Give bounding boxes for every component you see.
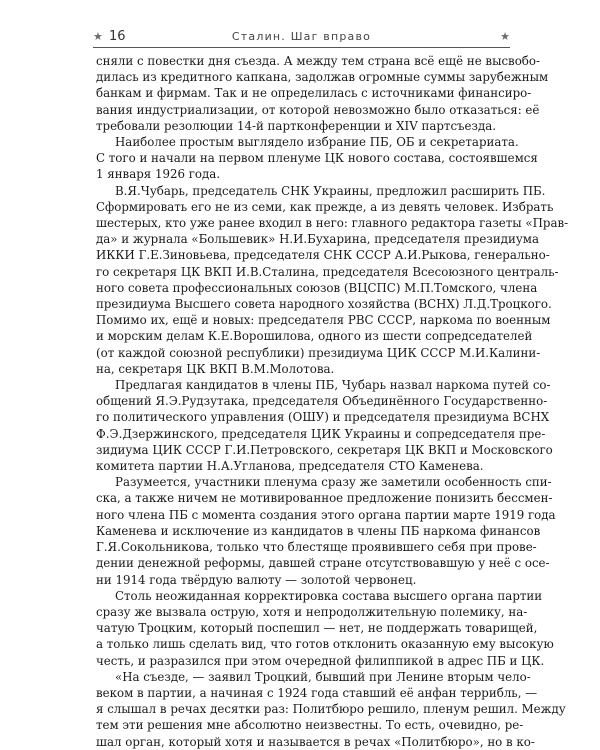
text-line: чатую Троцким, который поспешил — нет, не поддержать товарищей, bbox=[96, 621, 538, 636]
text-line: В.Я.Чубарь, председатель СНК Украины, предложил расширить ПБ. bbox=[115, 183, 546, 198]
text-line: дилась из кредитного капкана, задолжав огромные суммы зарубежным bbox=[96, 70, 549, 85]
text-line: ни 1914 года твёрдую валюту — золотой червонец. bbox=[96, 572, 417, 587]
text-line: С того и начали на первом пленуме ЦК нового состава, состоявшемся bbox=[96, 151, 538, 166]
page-number: 16 bbox=[109, 29, 126, 44]
text-line: шал орган, который хотя и называется в речах «Политбюро», но в ко- bbox=[96, 734, 535, 749]
running-header bbox=[93, 28, 510, 48]
text-line: президиума Высшего совета народного хозяйства (ВСНХ) Л.Д.Троцкого. bbox=[96, 297, 552, 312]
text-line: Разумеется, участники пленума сразу же заметили особенность спи- bbox=[115, 475, 552, 490]
text-line: общений Я.Э.Рудзутака, председателя Объединённого Государственно- bbox=[96, 394, 548, 409]
text-line: тем эти решения мне абсолютно неизвестны. То есть, очевидно, ре- bbox=[96, 718, 524, 733]
text-line: «На съезде, — заявил Троцкий, бывший при Ленине вторым чело- bbox=[115, 669, 531, 684]
text-line: Столь неожиданная корректировка состава высшего органа партии bbox=[115, 588, 543, 603]
text-line: Сформировать его не из семи, как прежде, а из девять человек. Избрать bbox=[96, 199, 554, 214]
paragraph bbox=[96, 183, 569, 377]
text-line: веком в партии, а начиная с 1924 года ставший её анфан террибль, — bbox=[96, 685, 538, 700]
text-line: ска, а также ничем не мотивированное предложение понизить бессмен- bbox=[96, 491, 553, 506]
text-line: Г.Я.Сокольникова, только что блестяще проявившего себя при прове- bbox=[96, 540, 537, 555]
text-line: я слышал в речах десятки раз: Политбюро решило, пленум решил. Между bbox=[96, 702, 566, 717]
paragraph bbox=[96, 53, 549, 134]
text-line: Помимо их, ещё и новых: председателя РВС СССР, наркома по военным bbox=[96, 313, 551, 328]
text-line: и морским делам К.Е.Ворошилова, одного из шести сопредседателей bbox=[96, 329, 533, 344]
text-line: Наиболее простым выглядело избрание ПБ, ОБ и секретариата. bbox=[115, 135, 519, 150]
paragraph bbox=[96, 134, 538, 183]
text-line: сразу же вызвала острую, хотя и непродолжительную полемику, на- bbox=[96, 604, 528, 619]
running-title: Сталин. Шаг вправо bbox=[231, 30, 372, 43]
page-body bbox=[96, 53, 569, 750]
text-line: Ф.Э.Дзержинского, председателя ЦИК Украины и сопредседателя пре- bbox=[96, 426, 546, 441]
text-line: вания индустриализации, от которой невозможно было отказаться: её bbox=[96, 102, 540, 117]
text-line: на, секретаря ЦК ВКП В.М.Молотова. bbox=[96, 361, 335, 376]
text-line: дении денежной реформы, давшей стране отсутствовавшую у неё с осе- bbox=[96, 556, 550, 571]
text-line: ного члена ПБ с момента создания этого органа партии марте 1919 года bbox=[96, 507, 556, 522]
text-line: а только лишь сделать вид, что готов отклонить оказанную ему высокую bbox=[96, 637, 554, 652]
paragraph bbox=[96, 669, 566, 750]
text-line: ного совета профессиональных союзов (ВЦСПС) М.П.Томского, члена bbox=[96, 280, 538, 295]
text-line: Каменева и исключение из кандидатов в члены ПБ наркома финансов bbox=[96, 523, 541, 538]
paragraph bbox=[96, 588, 554, 669]
text-line: 1 января 1926 года. bbox=[96, 167, 221, 182]
text-line: требовали резолюции 14-й партконференции и XIV партсъезда. bbox=[96, 118, 497, 133]
text-line: банкам и фирмам. Так и не определилась с источниками финансиро- bbox=[96, 86, 532, 101]
text-line: шестерых, кто уже ранее входил в него: главного редактора газеты «Прав- bbox=[96, 216, 569, 231]
text-line: честь, и разразился при этом очередной филиппикой в адрес ПБ и ЦК. bbox=[96, 653, 545, 668]
text-line: зидиума ЦИК СССР Г.И.Петровского, секретаря ЦК ВКП и Московского bbox=[96, 442, 553, 457]
star-icon: ★ bbox=[93, 30, 103, 43]
header-rule bbox=[93, 47, 510, 48]
text-line: (от каждой союзной республики) президиума ЦИК СССР М.И.Калини- bbox=[96, 345, 541, 360]
paragraph bbox=[96, 474, 556, 587]
text-line: го секретаря ЦК ВКП И.В.Сталина, председателя Всесоюзного централь- bbox=[96, 264, 559, 279]
text-line: ИККИ Г.Е.Зиновьева, председателя СНК СССР А.И.Рыкова, генерально- bbox=[96, 248, 550, 263]
paragraph bbox=[96, 377, 553, 474]
text-line: да» и журнала «Большевик» Н.И.Бухарина, председателя президиума bbox=[96, 232, 539, 247]
star-icon: ★ bbox=[500, 30, 510, 43]
text-line: го политического управления (ОШУ) и председателя президиума ВСНХ bbox=[96, 410, 550, 425]
text-line: сняли с повестки дня съезда. А между тем страна всё ещё не высвобо- bbox=[96, 54, 540, 68]
text-line: комитета партии Н.А.Угланова, председателя СТО Каменева. bbox=[96, 459, 484, 474]
text-line: Предлагая кандидатов в члены ПБ, Чубарь назвал наркома путей со- bbox=[115, 378, 551, 393]
